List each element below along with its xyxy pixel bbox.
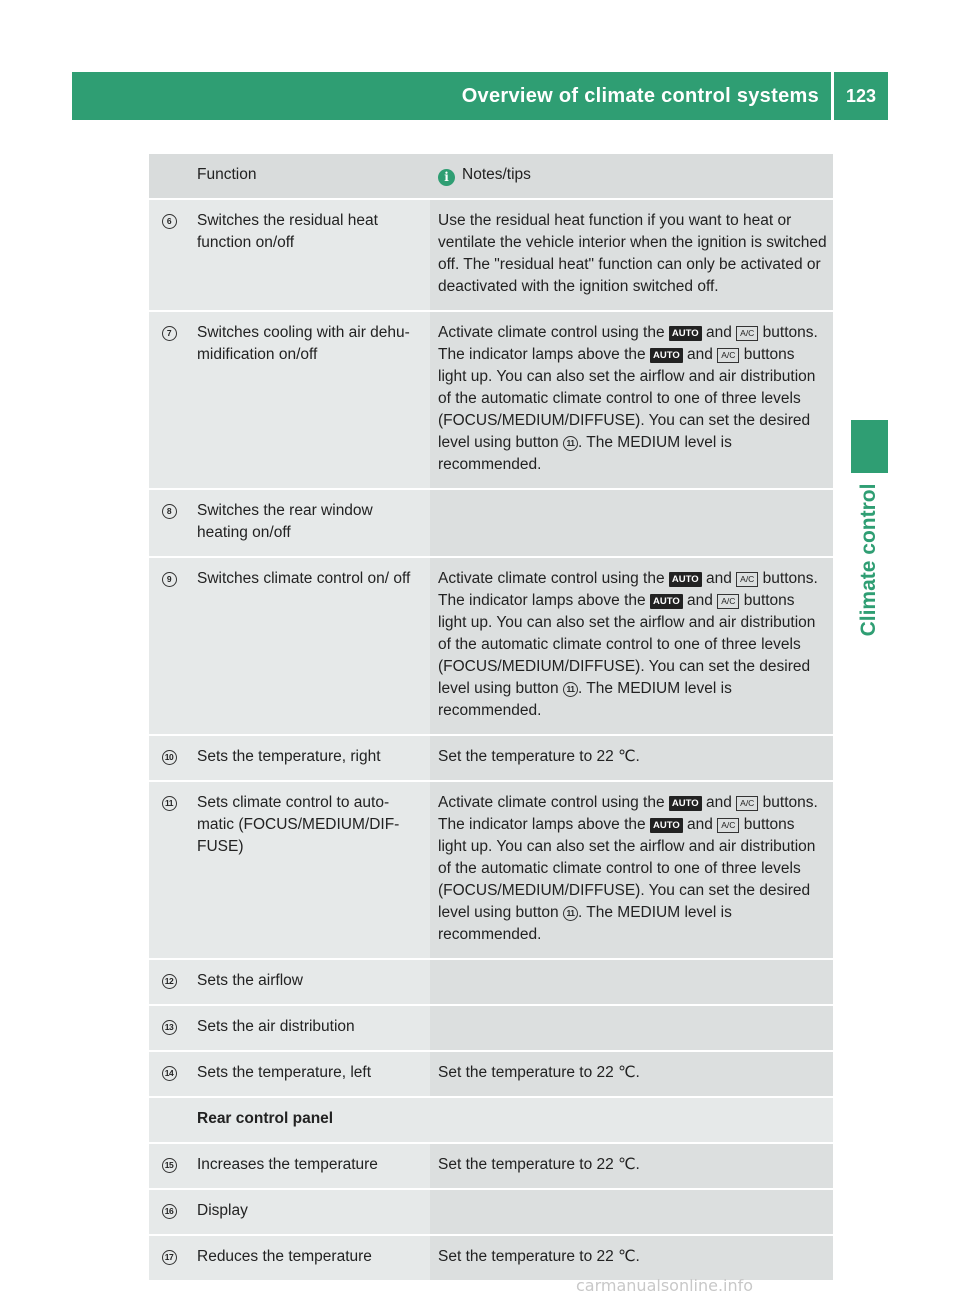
table-row: [149, 312, 833, 490]
row-number: [149, 200, 189, 312]
note-text: and: [705, 794, 732, 811]
item-number-badge: 13: [162, 1020, 177, 1035]
row-function: Switches cooling with air dehu-midification on/off: [189, 312, 430, 490]
header-function: Function: [189, 154, 430, 200]
note-text: buttons. The indicator lamps above the: [438, 570, 818, 609]
header-title: Overview of climate control systems: [461, 84, 819, 107]
item-number-badge: 14: [162, 1066, 177, 1081]
table-row: [149, 1006, 833, 1052]
note-text: buttons light up. You can also set the airflow and air distribution of the automatic climate control to one of three levels (FOCUS/MEDIUM/DIFFUSE). You can set the desired level using button: [438, 816, 816, 921]
row-notes: Set the temperature to 22 ℃.: [430, 1052, 833, 1098]
header-notes-label: Notes/tips: [462, 166, 531, 183]
chapter-label: Climate control: [857, 483, 880, 637]
item-number-badge: 15: [162, 1158, 177, 1173]
row-function: Sets the temperature, right: [189, 736, 430, 782]
note-text: buttons light up. You can also set the airflow and air distribution of the automatic climate control to one of three levels (FOCUS/MEDIUM/DIFFUSE). You can set the desired level using button: [438, 346, 816, 451]
auto-button-icon: AUTO: [650, 594, 683, 609]
note-text: . The MEDIUM level is recommended.: [438, 904, 732, 943]
header-notes: [430, 154, 833, 200]
button-reference-badge: 11: [563, 906, 578, 921]
table-row: [149, 960, 833, 1006]
chapter-tab: [851, 420, 888, 473]
ac-button-icon: A/C: [717, 348, 739, 363]
note-text: Activate climate control using the: [438, 570, 665, 587]
watermark: carmanualsonline.info: [576, 1276, 754, 1295]
item-number-badge: 12: [162, 974, 177, 989]
row-notes: [430, 558, 833, 736]
item-number-badge: 10: [162, 750, 177, 765]
note-text: and: [705, 570, 732, 587]
row-function: Display: [189, 1190, 430, 1236]
auto-button-icon: AUTO: [669, 326, 702, 341]
section-row: [149, 1098, 833, 1144]
row-number: [149, 1236, 189, 1282]
row-number: [149, 312, 189, 490]
row-number: [149, 1144, 189, 1190]
row-number: [149, 1006, 189, 1052]
table-row: [149, 1052, 833, 1098]
ac-button-icon: A/C: [717, 594, 739, 609]
row-notes: [430, 1190, 833, 1236]
auto-button-icon: AUTO: [669, 796, 702, 811]
item-number-badge: 11: [162, 796, 177, 811]
item-number-badge: 7: [162, 326, 177, 341]
table-row: [149, 782, 833, 960]
note-text: . The MEDIUM level is recommended.: [438, 434, 732, 473]
table-row: [149, 1190, 833, 1236]
row-function: Sets the air distribution: [189, 1006, 430, 1052]
table-row: [149, 558, 833, 736]
auto-button-icon: AUTO: [669, 572, 702, 587]
page-header: [72, 72, 888, 120]
row-function: Switches the residual heat function on/off: [189, 200, 430, 312]
row-number: [149, 1052, 189, 1098]
row-number: [149, 490, 189, 558]
ac-button-icon: A/C: [736, 326, 758, 341]
row-notes: Set the temperature to 22 ℃.: [430, 1236, 833, 1282]
row-function: Switches climate control on/ off: [189, 558, 430, 736]
row-notes: [430, 490, 833, 558]
button-reference-badge: 11: [563, 436, 578, 451]
row-function: Sets climate control to auto-matic (FOCUS/MEDIUM/DIF-FUSE): [189, 782, 430, 960]
ac-button-icon: A/C: [736, 796, 758, 811]
row-notes: [430, 1006, 833, 1052]
row-function: Switches the rear window heating on/off: [189, 490, 430, 558]
table-header-row: [149, 154, 833, 200]
section-title: Rear control panel: [189, 1098, 833, 1144]
header-number-cell: [149, 154, 189, 200]
table-row: [149, 736, 833, 782]
note-text: Activate climate control using the: [438, 324, 665, 341]
row-notes: [430, 312, 833, 490]
row-notes: Set the temperature to 22 ℃.: [430, 736, 833, 782]
auto-button-icon: AUTO: [650, 818, 683, 833]
row-function: Increases the temperature: [189, 1144, 430, 1190]
row-number: [149, 558, 189, 736]
note-text: and: [687, 592, 713, 609]
row-function: Sets the temperature, left: [189, 1052, 430, 1098]
row-notes: Use the residual heat function if you want to heat or ventilate the vehicle interior when the ignition is switched off. The "residual heat" function can only be activated or deactivated with the ignition switched off.: [430, 200, 833, 312]
note-text: buttons light up. You can also set the airflow and air distribution of the automatic climate control to one of three levels (FOCUS/MEDIUM/DIFFUSE). You can set the desired level using button: [438, 592, 816, 697]
button-reference-badge: 11: [563, 682, 578, 697]
auto-button-icon: AUTO: [650, 348, 683, 363]
note-text: and: [687, 816, 713, 833]
note-text: and: [687, 346, 713, 363]
row-number: [149, 736, 189, 782]
item-number-badge: 9: [162, 572, 177, 587]
table-row: [149, 1144, 833, 1190]
ac-button-icon: A/C: [717, 818, 739, 833]
item-number-badge: 17: [162, 1250, 177, 1265]
row-function: Reduces the temperature: [189, 1236, 430, 1282]
note-text: . The MEDIUM level is recommended.: [438, 680, 732, 719]
row-notes: Set the temperature to 22 ℃.: [430, 1144, 833, 1190]
table-row: [149, 200, 833, 312]
climate-control-table: [149, 154, 833, 1282]
item-number-badge: 8: [162, 504, 177, 519]
row-notes: [430, 960, 833, 1006]
item-number-badge: 6: [162, 214, 177, 229]
row-number: [149, 960, 189, 1006]
table-row: [149, 490, 833, 558]
row-notes: [430, 782, 833, 960]
ac-button-icon: A/C: [736, 572, 758, 587]
row-function: Sets the airflow: [189, 960, 430, 1006]
section-spacer: [149, 1098, 189, 1144]
note-text: and: [705, 324, 732, 341]
page-number: 123: [845, 85, 877, 106]
note-text: buttons. The indicator lamps above the: [438, 324, 818, 363]
info-icon: i: [438, 169, 455, 186]
item-number-badge: 16: [162, 1204, 177, 1219]
note-text: buttons. The indicator lamps above the: [438, 794, 818, 833]
row-number: [149, 782, 189, 960]
row-number: [149, 1190, 189, 1236]
note-text: Activate climate control using the: [438, 794, 665, 811]
